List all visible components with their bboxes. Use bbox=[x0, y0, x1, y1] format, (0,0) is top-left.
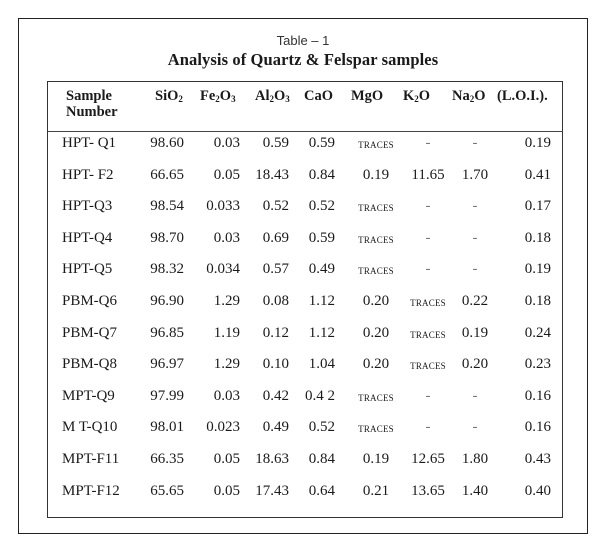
cell-cao: 0.64 bbox=[308, 482, 335, 499]
cell-sample-number: HPT- Q1 bbox=[62, 135, 117, 151]
cell-k2o: TRACES bbox=[410, 329, 446, 340]
cell-k2o: - bbox=[425, 229, 431, 246]
cell-fe2o3: 0.03 bbox=[213, 135, 240, 151]
cell-loi: 0.24 bbox=[524, 324, 551, 341]
cell-cao: 0.49 bbox=[308, 261, 335, 278]
column-header-na2o: $Na_2O$ bbox=[452, 88, 486, 104]
cell-na2o: - bbox=[472, 419, 478, 436]
cell-fe2o3: 1.29 bbox=[213, 293, 240, 309]
cell-cao: 0.59 bbox=[308, 229, 335, 246]
cell-mgo: 0.20 bbox=[362, 324, 390, 341]
column-header-cao: CaO bbox=[304, 88, 333, 104]
cell-k2o: TRACES bbox=[410, 361, 446, 372]
cell-fe2o3: 0.03 bbox=[213, 387, 240, 404]
column-header-fe2o3: $Fe_2O_3$ bbox=[200, 88, 236, 104]
cell-na2o: 0.22 bbox=[461, 293, 489, 309]
cell-sio2: 96.97 bbox=[150, 356, 184, 373]
cell-sample-number: MPT-F11 bbox=[62, 451, 120, 467]
cell-mgo: 0.20 bbox=[362, 293, 390, 309]
cell-sample-number: HPT- F2 bbox=[62, 166, 114, 183]
cell-k2o: TRACES bbox=[410, 298, 446, 308]
cell-k2o: - bbox=[425, 419, 431, 436]
cell-al2o3: 0.49 bbox=[262, 419, 289, 436]
cell-loi: 0.16 bbox=[524, 387, 551, 404]
cell-cao: 0.4 2 bbox=[305, 387, 335, 404]
cell-sio2: 98.54 bbox=[150, 198, 184, 215]
cell-sample-number: PBM-Q7 bbox=[62, 324, 118, 341]
cell-na2o: - bbox=[472, 198, 478, 215]
cell-al2o3: 0.59 bbox=[262, 135, 289, 151]
cell-sio2: 97.99 bbox=[150, 387, 184, 404]
cell-k2o: 13.65 bbox=[411, 482, 445, 499]
cell-mgo: TRACES bbox=[358, 203, 394, 214]
cell-sio2: 98.32 bbox=[150, 261, 184, 278]
cell-al2o3: 0.08 bbox=[262, 293, 289, 309]
cell-al2o3: 0.42 bbox=[262, 387, 289, 404]
table-number: Table – 1 bbox=[276, 33, 330, 48]
cell-na2o: - bbox=[472, 229, 478, 246]
cell-loi: 0.23 bbox=[524, 356, 551, 373]
cell-sample-number: MPT-Q9 bbox=[62, 387, 115, 404]
cell-na2o: 1.80 bbox=[461, 451, 489, 467]
cell-mgo: TRACES bbox=[358, 424, 394, 435]
cell-fe2o3: 0.05 bbox=[213, 451, 240, 467]
cell-loi: 0.40 bbox=[524, 482, 551, 499]
cell-sio2: 65.65 bbox=[150, 482, 184, 499]
table-title: Analysis of Quartz & Felspar samples bbox=[167, 50, 439, 69]
column-header-k2o: $K_2O$ bbox=[403, 88, 431, 104]
cell-fe2o3: 0.05 bbox=[213, 482, 240, 499]
cell-cao: 1.04 bbox=[308, 356, 335, 373]
cell-sio2: 98.70 bbox=[150, 229, 184, 246]
cell-mgo: TRACES bbox=[358, 392, 394, 403]
cell-na2o: - bbox=[472, 261, 478, 278]
cell-cao: 0.59 bbox=[308, 135, 335, 151]
column-header-sample-number: Sample Number bbox=[66, 88, 118, 120]
cell-sample-number: MPT-F12 bbox=[62, 482, 120, 499]
cell-na2o: 1.70 bbox=[461, 166, 489, 183]
cell-k2o: - bbox=[425, 261, 431, 278]
cell-cao: 1.12 bbox=[308, 293, 335, 309]
cell-sio2: 66.35 bbox=[150, 451, 184, 467]
column-header-mgo: MgO bbox=[351, 88, 384, 104]
cell-fe2o3: 0.03 bbox=[213, 229, 240, 246]
cell-cao: 0.52 bbox=[308, 198, 335, 215]
cell-loi: 0.19 bbox=[524, 261, 551, 278]
cell-sio2: 98.60 bbox=[150, 135, 184, 151]
header-divider bbox=[48, 131, 563, 132]
cell-loi: 0.17 bbox=[524, 198, 551, 215]
cell-sample-number: M T-Q10 bbox=[62, 419, 118, 436]
cell-k2o: 12.65 bbox=[411, 451, 445, 467]
cell-loi: 0.41 bbox=[524, 166, 551, 183]
cell-sample-number: HPT-Q3 bbox=[62, 198, 113, 215]
column-header-loi: (L.O.I.). bbox=[497, 88, 548, 104]
cell-sio2: 98.01 bbox=[150, 419, 184, 436]
cell-mgo: TRACES bbox=[358, 266, 394, 277]
cell-sio2: 96.90 bbox=[150, 293, 184, 309]
cell-al2o3: 0.12 bbox=[262, 324, 289, 341]
cell-al2o3: 17.43 bbox=[255, 482, 289, 499]
cell-loi: 0.18 bbox=[524, 229, 551, 246]
cell-k2o: - bbox=[425, 135, 431, 151]
cell-cao: 0.84 bbox=[308, 166, 335, 183]
cell-loi: 0.19 bbox=[524, 135, 551, 151]
column-header-al2o3: $Al_2O_3$ bbox=[255, 88, 290, 104]
cell-al2o3: 18.63 bbox=[255, 451, 289, 467]
cell-fe2o3: 0.023 bbox=[206, 419, 240, 436]
cell-loi: 0.16 bbox=[524, 419, 551, 436]
cell-na2o: 0.19 bbox=[461, 324, 489, 341]
cell-k2o: - bbox=[425, 198, 431, 215]
cell-al2o3: 0.57 bbox=[262, 261, 289, 278]
cell-fe2o3: 0.034 bbox=[206, 261, 240, 278]
cell-loi: 0.43 bbox=[524, 451, 551, 467]
cell-al2o3: 0.52 bbox=[262, 198, 289, 215]
cell-fe2o3: 1.19 bbox=[213, 324, 240, 341]
cell-al2o3: 18.43 bbox=[255, 166, 289, 183]
cell-sio2: 96.85 bbox=[150, 324, 184, 341]
cell-na2o: - bbox=[472, 387, 478, 404]
cell-sample-number: HPT-Q5 bbox=[62, 261, 113, 278]
cell-mgo: 0.21 bbox=[362, 482, 390, 499]
column-header-sio2: SiO$_2$ bbox=[155, 88, 183, 104]
cell-al2o3: 0.10 bbox=[262, 356, 289, 373]
cell-mgo: TRACES bbox=[358, 140, 394, 150]
cell-al2o3: 0.69 bbox=[262, 229, 289, 246]
cell-mgo: 0.19 bbox=[362, 166, 390, 183]
cell-mgo: 0.20 bbox=[362, 356, 390, 373]
cell-cao: 1.12 bbox=[308, 324, 335, 341]
cell-sample-number: PBM-Q8 bbox=[62, 356, 118, 373]
cell-loi: 0.18 bbox=[524, 293, 551, 309]
cell-sample-number: PBM-Q6 bbox=[62, 293, 118, 309]
cell-sample-number: HPT-Q4 bbox=[62, 229, 113, 246]
cell-k2o: - bbox=[425, 387, 431, 404]
cell-cao: 0.52 bbox=[308, 419, 335, 436]
cell-fe2o3: 1.29 bbox=[213, 356, 240, 373]
cell-na2o: 0.20 bbox=[461, 356, 489, 373]
cell-sio2: 66.65 bbox=[150, 166, 184, 183]
cell-fe2o3: 0.033 bbox=[206, 198, 240, 215]
cell-fe2o3: 0.05 bbox=[213, 166, 240, 183]
cell-mgo: TRACES bbox=[358, 234, 394, 245]
cell-na2o: 1.40 bbox=[461, 482, 489, 499]
cell-k2o: 11.65 bbox=[411, 166, 445, 183]
cell-mgo: 0.19 bbox=[362, 451, 390, 467]
analysis-table bbox=[47, 81, 563, 518]
cell-cao: 0.84 bbox=[308, 451, 335, 467]
cell-na2o: - bbox=[472, 135, 478, 151]
